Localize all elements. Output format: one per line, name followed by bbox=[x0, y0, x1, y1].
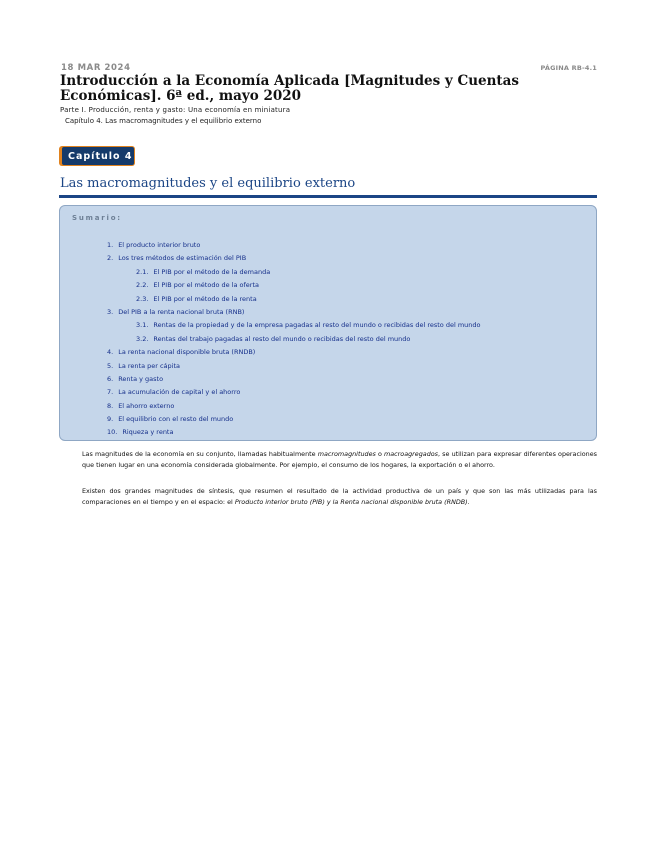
toc-number: 2.2. bbox=[136, 281, 149, 290]
toc-number: 7. bbox=[107, 388, 114, 397]
toc-label: El PIB por el método de la demanda bbox=[153, 267, 271, 276]
toc-link[interactable] bbox=[60, 413, 596, 426]
toc-link[interactable] bbox=[60, 333, 596, 346]
toc-link[interactable] bbox=[60, 400, 596, 413]
summary-box bbox=[59, 205, 597, 441]
toc-number: 3.1. bbox=[136, 321, 149, 330]
toc-label: La renta per cápita bbox=[118, 361, 181, 370]
summary-label: Sumario: bbox=[72, 214, 122, 222]
toc-link[interactable] bbox=[60, 293, 596, 306]
toc-number: 6. bbox=[107, 374, 114, 383]
toc-number: 2. bbox=[107, 254, 114, 263]
chapter-badge bbox=[59, 146, 135, 166]
toc-label: El PIB por el método de la oferta bbox=[153, 281, 259, 290]
toc-label: Los tres métodos de estimación del PIB bbox=[118, 254, 247, 263]
toc-link[interactable] bbox=[60, 252, 596, 265]
book-title: Introducción a la Economía Aplicada [Magnitudes y Cuentas Económicas]. 6ª ed., mayo 2020 bbox=[60, 73, 519, 104]
emphasis-text: Producto interior bruto (PIB) y la Renta nacional disponible bruta (RNDB) bbox=[234, 497, 468, 506]
toc-label: El equilibrio con el resto del mundo bbox=[118, 415, 234, 424]
toc-label: Rentas del trabajo pagadas al resto del mundo o recibidas del resto del mundo bbox=[153, 334, 411, 343]
toc-label: Riqueza y renta bbox=[122, 428, 174, 437]
part-breadcrumb: Parte I. Producción, renta y gasto: Una economía en miniatura bbox=[60, 106, 291, 114]
chapter-heading: Las macromagnitudes y el equilibrio externo bbox=[60, 176, 356, 191]
toc-link[interactable] bbox=[60, 279, 596, 292]
toc-link[interactable] bbox=[60, 426, 596, 439]
toc-number: 1. bbox=[107, 241, 114, 249]
heading-divider bbox=[59, 195, 597, 198]
toc-number: 3. bbox=[107, 307, 114, 316]
toc-label: El PIB por el método de la renta bbox=[153, 294, 257, 303]
print-date: 18 MAR 2024 bbox=[61, 63, 131, 73]
toc-label: Rentas de la propiedad y de la empresa pagadas al resto del mundo o recibidas del resto del mundo bbox=[153, 321, 481, 330]
toc-link[interactable] bbox=[60, 319, 596, 332]
page-number: PÁGINA RB-4.1 bbox=[540, 64, 597, 72]
chapter-breadcrumb: Capítulo 4. Las macromagnitudes y el equilibrio externo bbox=[65, 117, 262, 125]
toc-link[interactable] bbox=[60, 239, 596, 252]
table-of-contents bbox=[60, 239, 596, 440]
paragraph-text: Existen dos grandes magnitudes de síntesis, que resumen el resultado de la actividad productiva de un país y que son las más utilizadas para las comparaciones en el tiempo y en el espacio: el bbox=[82, 487, 597, 506]
toc-label: La renta nacional disponible bruta (RNDB) bbox=[118, 348, 256, 357]
emphasis-text: macromagnitudes bbox=[317, 450, 376, 458]
toc-label: El ahorro externo bbox=[118, 401, 175, 410]
toc-link[interactable] bbox=[60, 373, 596, 386]
body-paragraph bbox=[82, 449, 597, 470]
paragraph-text: . bbox=[467, 497, 470, 506]
toc-number: 2.1. bbox=[136, 267, 149, 276]
chapter-badge-label: Capítulo 4 bbox=[62, 147, 134, 165]
toc-label: Del PIB a la renta nacional bruta (RNB) bbox=[118, 307, 245, 316]
toc-number: 5. bbox=[107, 361, 114, 370]
toc-number: 2.3. bbox=[136, 294, 149, 303]
toc-number: 8. bbox=[107, 401, 114, 410]
toc-link[interactable] bbox=[60, 346, 596, 359]
toc-number: 3.2. bbox=[136, 334, 149, 343]
paragraph-text: o bbox=[375, 450, 385, 458]
body-paragraph bbox=[82, 486, 597, 507]
toc-label: El producto interior bruto bbox=[118, 241, 201, 249]
toc-number: 9. bbox=[107, 415, 114, 424]
paragraph-text: Las magnitudes de la economía en su conjunto, llamadas habitualmente bbox=[82, 450, 318, 458]
toc-link[interactable] bbox=[60, 386, 596, 399]
toc-link[interactable] bbox=[60, 266, 596, 279]
emphasis-text: macroagregados bbox=[384, 450, 439, 458]
toc-number: 4. bbox=[107, 348, 114, 357]
toc-number: 10. bbox=[107, 428, 118, 437]
toc-label: La acumulación de capital y el ahorro bbox=[118, 388, 241, 397]
paragraph-text: , se utilizan para expresar diferentes operaciones que tienen lugar en una economía considerada globalmente. Por ejemplo, el consumo de los hogares, la exportación o el ahorro. bbox=[82, 450, 597, 469]
toc-link[interactable] bbox=[60, 360, 596, 373]
toc-label: Renta y gasto bbox=[118, 374, 164, 383]
toc-link[interactable] bbox=[60, 306, 596, 319]
